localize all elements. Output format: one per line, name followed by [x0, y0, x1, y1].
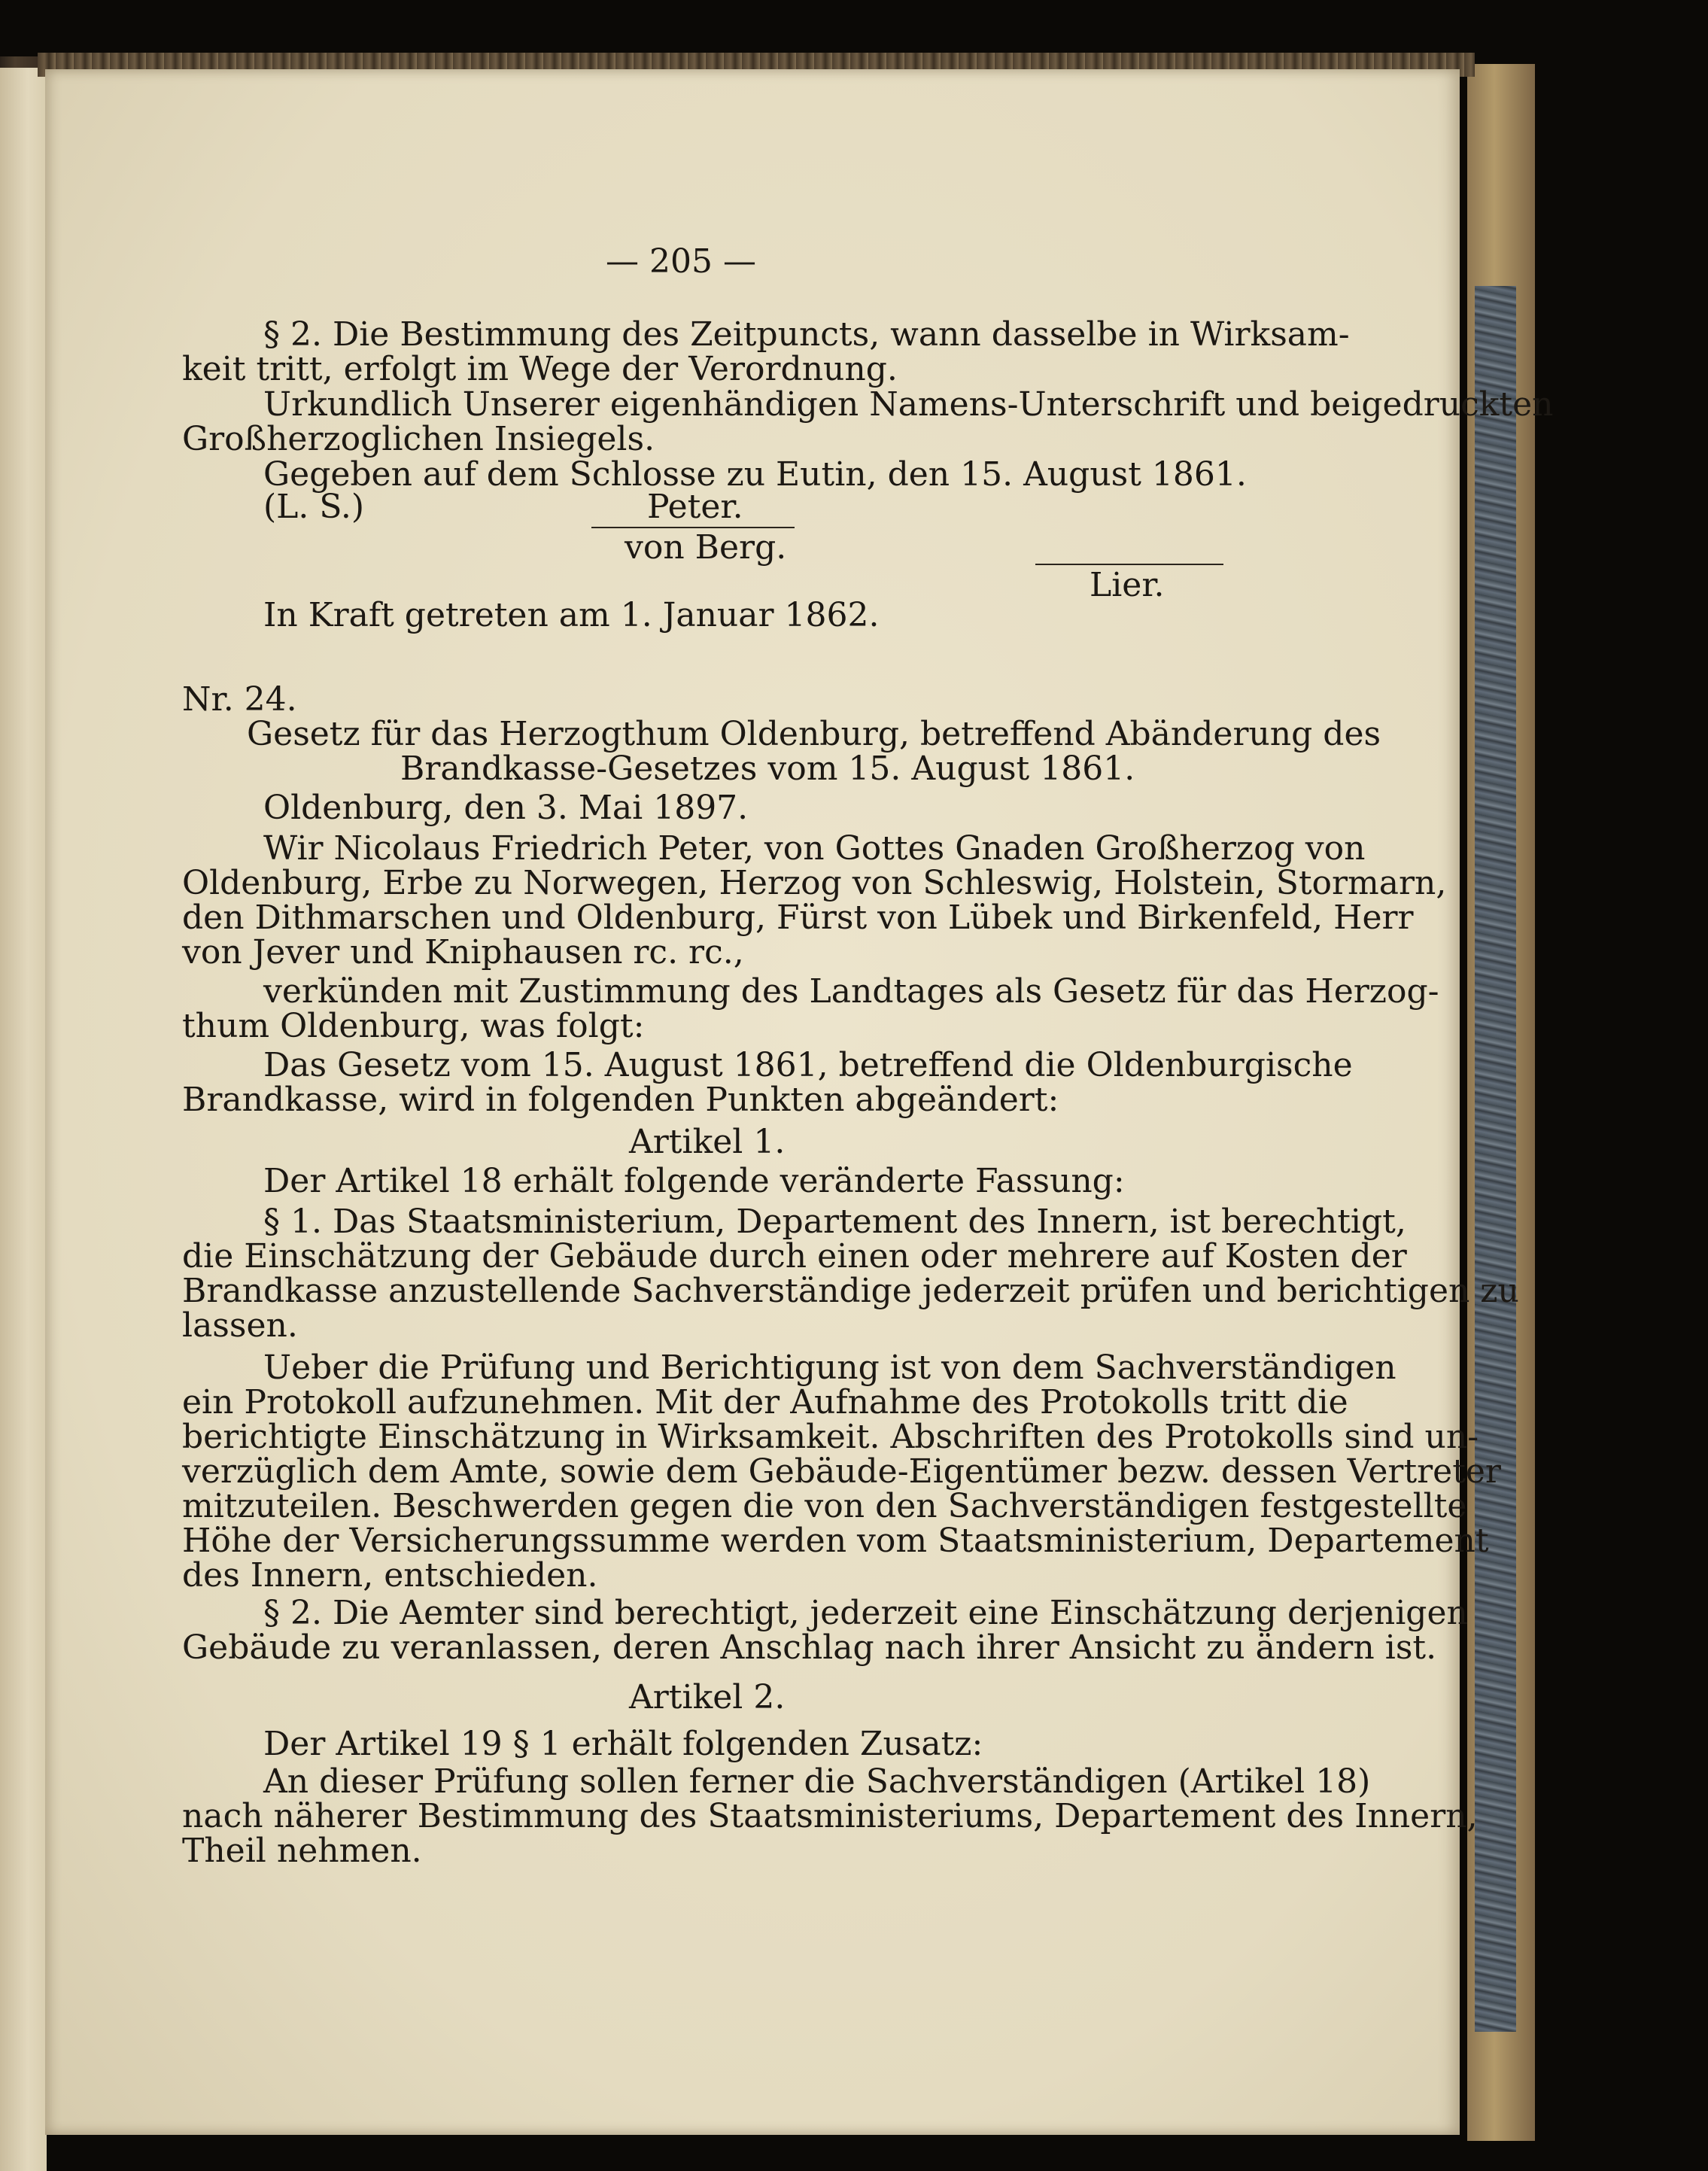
preamble-line: von Jever und Kniphausen rc. rc.,: [182, 933, 744, 971]
law-title-line: Gesetz für das Herzogthum Oldenburg, betreffend Abänderung des: [247, 715, 1381, 753]
article-text-line: § 1. Das Staatsministerium, Departement des Innern, ist berechtigt,: [263, 1203, 1406, 1241]
preamble-line: den Dithmarschen und Oldenburg, Fürst von Lübek und Birkenfeld, Herr: [182, 899, 1414, 937]
article-text-line: Brandkasse anzustellende Sachverständige jederzeit prüfen und berichtigen zu: [182, 1272, 1519, 1310]
intro-line: Brandkasse, wird in folgenden Punkten abgeändert:: [182, 1081, 1059, 1119]
proclaim-line: thum Oldenburg, was folgt:: [182, 1007, 645, 1045]
signature-berg: von Berg.: [625, 528, 787, 567]
article-text-line: mitzuteilen. Beschwerden gegen die von den Sachverständigen festgestellte: [182, 1487, 1467, 1525]
marbled-cover: [1475, 286, 1516, 2032]
book-page: [45, 69, 1554, 2135]
article-text-line: nach näherer Bestimmung des Staatsministeriums, Departement des Innern,: [182, 1797, 1478, 1835]
in-force-line: In Kraft getreten am 1. Januar 1862.: [263, 596, 880, 634]
signature-rule: [1035, 564, 1223, 565]
article-text-line: Höhe der Versicherungssumme werden vom Staatsministerium, Departement: [182, 1522, 1489, 1560]
signature-peter: Peter.: [647, 488, 743, 526]
intro-line: Das Gesetz vom 15. August 1861, betreffend die Oldenburgische: [263, 1046, 1353, 1084]
paragraph-line: Großherzoglichen Insiegels.: [182, 420, 655, 458]
preamble-line: Oldenburg, Erbe zu Norwegen, Herzog von Schleswig, Holstein, Stormarn,: [182, 864, 1447, 902]
law-number: Nr. 24.: [182, 680, 297, 719]
article-intro: Der Artikel 19 § 1 erhält folgenden Zusatz:: [263, 1725, 983, 1763]
article-intro: Der Artikel 18 erhält folgende veränderte Fassung:: [263, 1162, 1125, 1200]
article-text-line: lassen.: [182, 1306, 298, 1345]
seal-mark: (L. S.): [263, 488, 365, 526]
signature-lier: Lier.: [1090, 566, 1165, 604]
paragraph-line: § 2. Die Bestimmung des Zeitpuncts, wann dasselbe in Wirksam-: [263, 315, 1350, 354]
article-heading: Artikel 2.: [629, 1678, 786, 1716]
proclaim-line: verkünden mit Zustimmung des Landtages als Gesetz für das Herzog-: [263, 972, 1439, 1011]
article-heading: Artikel 1.: [629, 1123, 786, 1161]
place-date: Oldenburg, den 3. Mai 1897.: [263, 789, 749, 827]
paragraph-line: Urkundlich Unserer eigenhändigen Namens-Unterschrift und beigedruckten: [263, 385, 1554, 424]
article-text-line: die Einschätzung der Gebäude durch einen oder mehrere auf Kosten der: [182, 1237, 1407, 1276]
article-text-line: An dieser Prüfung sollen ferner die Sachverständigen (Artikel 18): [263, 1762, 1371, 1801]
article-text-line: des Innern, entschieden.: [182, 1556, 598, 1595]
article-text-line: ein Protokoll aufzunehmen. Mit der Aufnahme des Protokolls tritt die: [182, 1383, 1348, 1421]
page-number: — 205 —: [606, 242, 756, 281]
article-text-line: Ueber die Prüfung und Berichtigung ist von dem Sachverständigen: [263, 1349, 1396, 1387]
article-text-line: Theil nehmen.: [182, 1832, 422, 1870]
article-text-line: § 2. Die Aemter sind berechtigt, jederzeit eine Einschätzung derjenigen: [263, 1594, 1468, 1632]
article-text-line: berichtigte Einschätzung in Wirksamkeit. Abschriften des Protokolls sind un-: [182, 1418, 1479, 1456]
given-line: Gegeben auf dem Schlosse zu Eutin, den 15. August 1861.: [263, 455, 1247, 494]
preamble-line: Wir Nicolaus Friedrich Peter, von Gottes Gnaden Großherzog von: [263, 829, 1366, 868]
left-page-edge: [0, 68, 47, 2171]
law-title-line: Brandkasse-Gesetzes vom 15. August 1861.: [400, 750, 1135, 788]
article-text-line: verzüglich dem Amte, sowie dem Gebäude-Eigentümer bezw. dessen Vertreter: [182, 1452, 1501, 1491]
paragraph-line: keit tritt, erfolgt im Wege der Verordnung.: [182, 350, 898, 388]
article-text-line: Gebäude zu veranlassen, deren Anschlag nach ihrer Ansicht zu ändern ist.: [182, 1628, 1437, 1667]
